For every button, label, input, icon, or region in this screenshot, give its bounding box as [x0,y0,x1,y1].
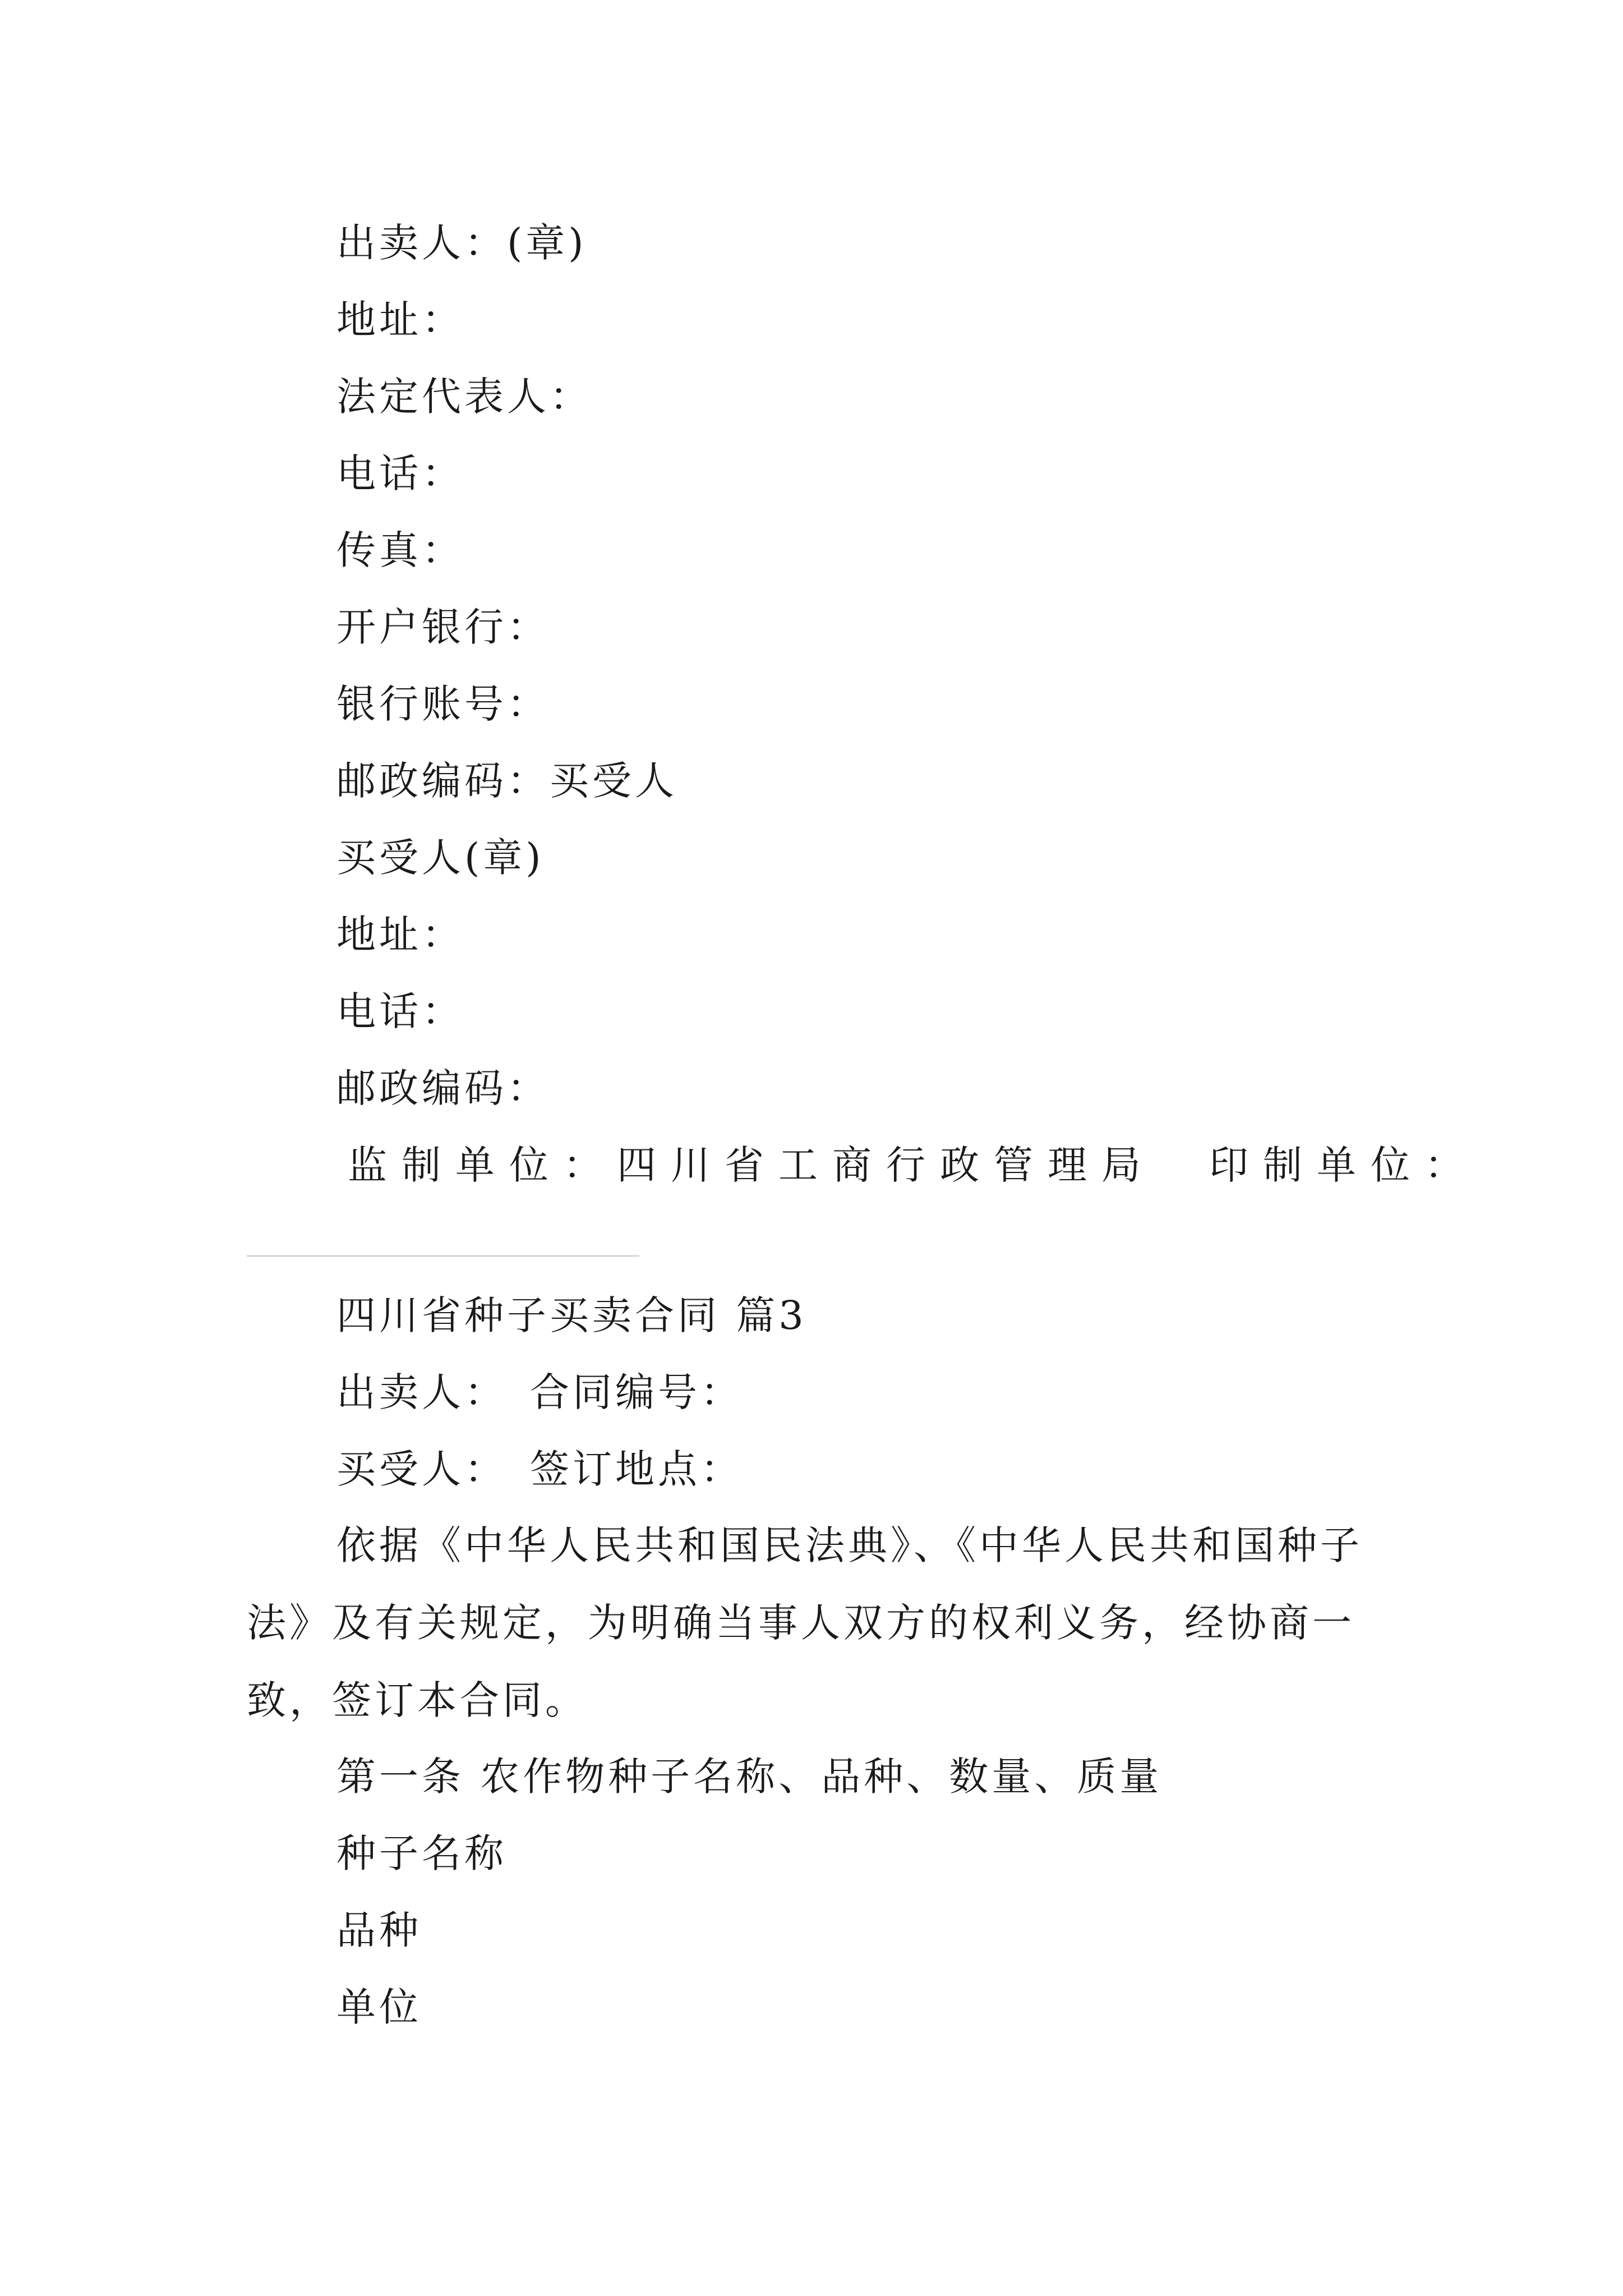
supervision-line: 监制单位：四川省工商行政管理局 印制单位： [348,1142,1478,1188]
buyer-phone-line: 电话： [336,988,464,1034]
postcode-buyer-line: 邮政编码：买受人 [336,758,677,804]
contract-seller-line: 出卖人： 合同编号： [336,1369,743,1415]
seller-phone-line: 电话： [336,450,464,496]
section-divider [247,1255,639,1257]
field-seed-name: 种子名称 [336,1830,507,1876]
contract-title: 四川省种子买卖合同 篇3 [336,1292,807,1338]
seller-seal-line: 出卖人：(章) [336,220,587,266]
buyer-address-line: 地址： [336,912,464,958]
legal-rep-line: 法定代表人： [336,374,592,420]
article-1-heading: 第一条 农作物种子名称、品种、数量、质量 [336,1754,1163,1800]
seller-address-line: 地址： [336,297,464,343]
bank-line: 开户银行： [336,604,550,650]
field-variety: 品种 [336,1907,422,1953]
preamble-paragraph: 依据《中华人民共和国民法典》、《中华人民共和国种子法》及有关规定，为明确当事人双方的权利义务，经协商一致，签订本合同。 [247,1522,1363,1723]
field-unit: 单位 [336,1984,422,2030]
buyer-postcode-line: 邮政编码： [336,1065,550,1111]
contract-buyer-line: 买受人： 签订地点： [336,1446,743,1492]
buyer-seal-line: 买受人(章) [336,835,545,881]
fax-line: 传真： [336,527,464,573]
account-line: 银行账号： [336,681,550,727]
